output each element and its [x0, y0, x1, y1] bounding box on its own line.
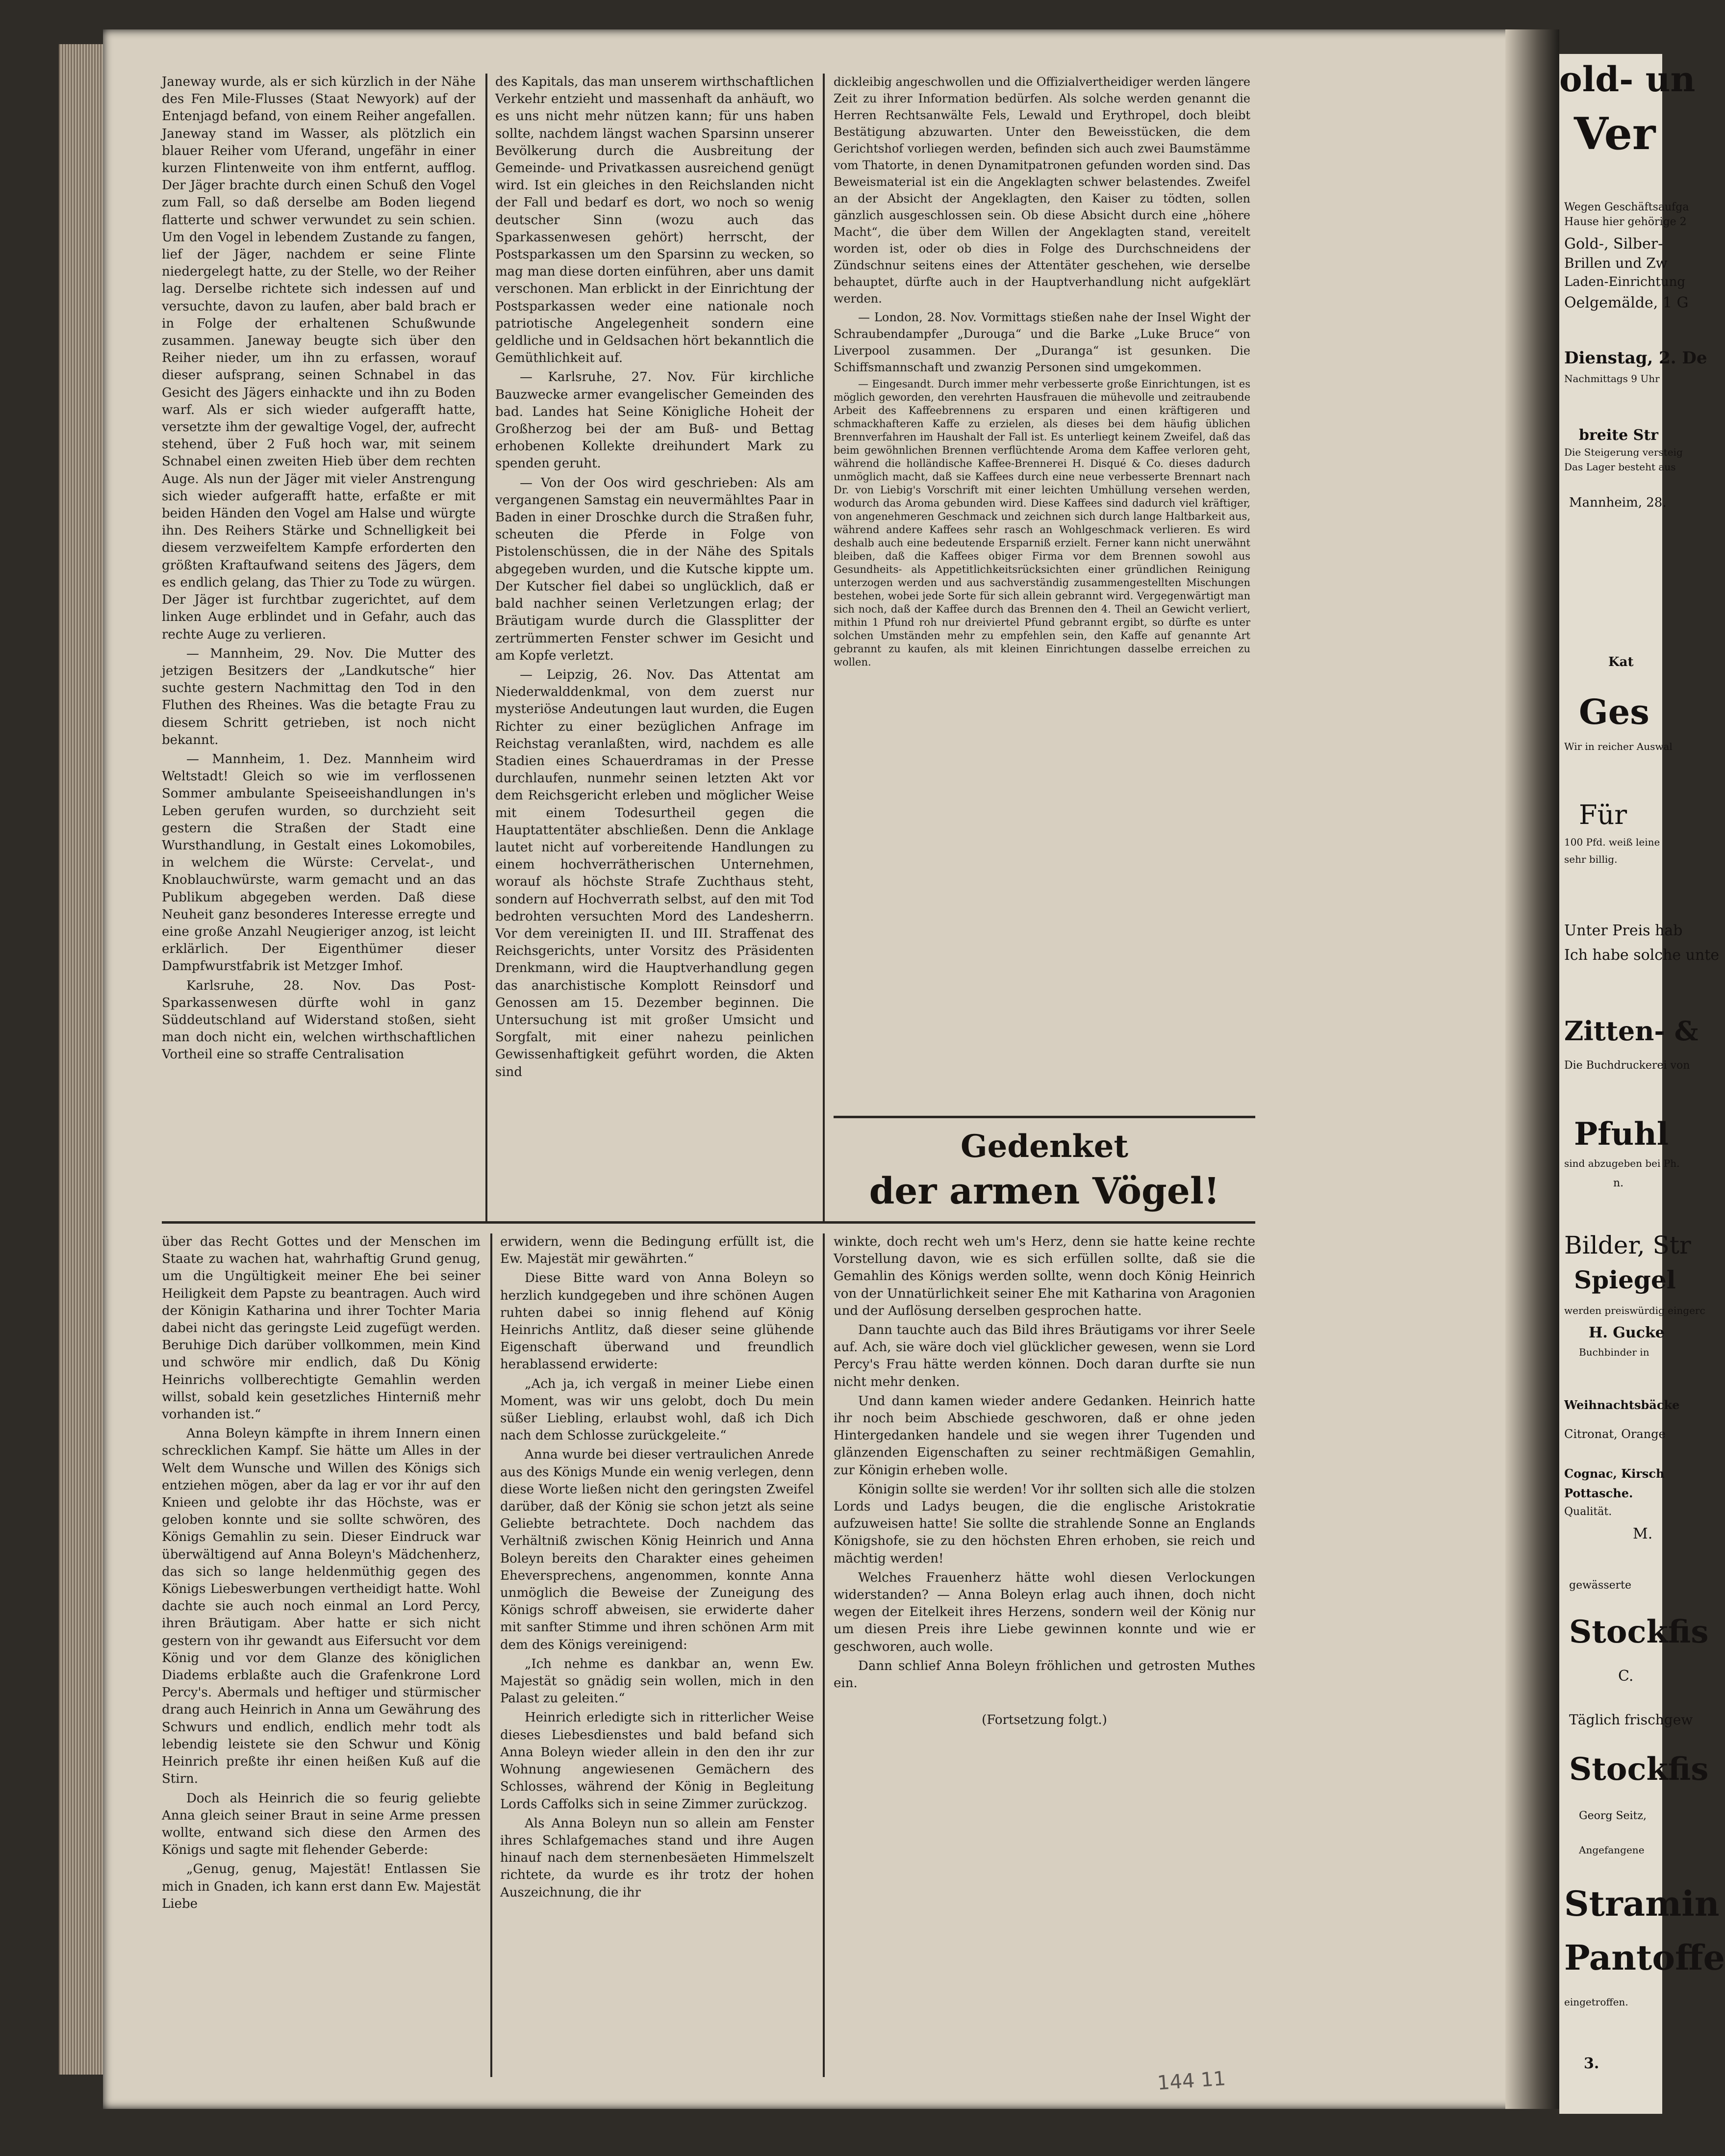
adjacent-page-text: Zitten- &	[1564, 1015, 1699, 1047]
adjacent-page-text: Citronat, Orange	[1564, 1427, 1666, 1441]
newspaper-page	[103, 29, 1554, 2109]
adjacent-page-text: Ver	[1574, 108, 1656, 160]
adjacent-page-text: C.	[1618, 1668, 1634, 1685]
adjacent-page-text: werden preiswürdig eingerc	[1564, 1305, 1705, 1316]
paragraph: Dann tauchte auch das Bild ihres Bräutigams vor ihrer Seele auf. Ach, sie wäre doch viel glücklicher gewesen, wenn sie Lord Percy's Frau hätte werden können. Doch daran durfte sie nun nicht mehr denken.	[834, 1323, 1255, 1389]
adjacent-page-text: Stockfis	[1569, 1751, 1709, 1788]
adjacent-page-text: eingetroffen.	[1564, 1996, 1628, 2008]
column-bottom-right	[834, 1233, 1255, 2077]
paragraph: Als Anna Boleyn nun so allein am Fenster ihres Schlafgemaches stand und ihre Augen hinauf nach dem sternenbesäeten Himmelszelt richtete, da wurde es ihr trotz der hohen Auszeichnung, die ihr	[500, 1816, 814, 1900]
adjacent-page-text: Wir in reicher Auswal	[1564, 741, 1673, 752]
adjacent-page-text: breite Str	[1579, 427, 1658, 444]
column-bottom-left	[162, 1233, 481, 2077]
adjacent-page-text: 3.	[1584, 2055, 1599, 2072]
paragraph: Anna Boleyn kämpfte in ihrem Innern einen schrecklichen Kampf. Sie hätte um Alles in der Welt dem Wunsche und Willen des Königs sich entziehen mögen, aber da lag er vor ihr auf den Knieen und gelobte ihr das Höchste, was er geloben konnte und sie sollte schwören, des Königs Gemahlin zu sein. Dieser Eindruck war überwältigend auf Anna Boleyn's Mädchenherz, das sich so lange heldenmüthig gegen des Königs Liebeswerbungen vertheidigt hatte. Wohl dachte sie auch noch einmal an Lord Percy, ihren Bräutigam. Aber hatte er sich nicht gestern von ihr gewandt aus Eifersucht vor dem König und vor dem Glanze des königlichen Diadems erblaßte auch die Grafenkrone Lord Percy's. Abermals und heftiger und stürmischer drang auch Heinrich in Anna um Gewährung des Schwurs und endlich, endlich mehr todt als lebendig leistete sie den Schwur und König Heinrich preßte ihr einen heißen Kuß auf die Stirn.	[162, 1426, 481, 1787]
adjacent-page-text: Pfuhl	[1574, 1116, 1669, 1153]
adjacent-page-text: Pantoffe	[1564, 1937, 1725, 1978]
section-divider	[162, 1221, 1255, 1224]
column-divider	[823, 74, 825, 1224]
adjacent-page-text: Hause hier gehörige 2	[1564, 216, 1687, 228]
ad-headline: Gedenket	[961, 1128, 1128, 1165]
paragraph: Anna wurde bei dieser vertraulichen Anrede aus des Königs Munde ein wenig verlegen, denn diese Worte ließen nicht den geringsten Zweifel darüber, daß der König sie schon jetzt als seine Geliebte betrachtete. Doch nachdem das Verhältniß zwischen König Heinrich und Anna Boleyn bereits den Charakter eines geheimen Eheversprechens, angenommen, konnte Anna unmöglich die Beweise der Zuneigung des Königs schroff abweisen, sie erwiderte daher mit sanfter Stimme und ihren schönen Arm mit dem des Königs vereinigend:	[500, 1447, 814, 1652]
paragraph: Und dann kamen wieder andere Gedanken. Heinrich hatte ihr noch beim Abschiede geschworen, daß er ohne jeden Hintergedanken handele und sie wegen ihrer Tugenden und glänzenden Eigenschaften zu seiner rechtmäßigen Gemahlin, zur Königin erheben wolle.	[834, 1393, 1255, 1478]
adjacent-page-text: Die Buchdruckerei von	[1564, 1059, 1690, 1072]
adjacent-page-text: Unter Preis hab	[1564, 922, 1683, 939]
paragraph: dickleibig angeschwollen und die Offizialvertheidiger werden längere Zeit zu ihrer Information bedürfen. Als solche werden genannt die Herren Rechtsanwälte Fels, Lewald und Erythropel, doch bleibt Bestätigung abzuwarten. Unter den Beweisstücken, die dem Gerichtshof vorliegen werden, befinden sich auch zwei Baumstämme vom Thatorte, in denen Dynamitpatronen gefunden worden sind. Das Beweismaterial ist ein die Angeklagten schwer belastendes. Zweifel an der Absicht der Angeklagten, den Kaiser zu tödten, sollen gänzlich ausgeschlossen sein. Ob diese Absicht durch eine „höhere Macht“, die über dem Willen der Angeklagten stand, vereitelt worden ist, oder ob dies in Folge des Durchschneidens der Zündschnur seitens eines der Attentäter geschehen, wie derselbe behauptet, dürfte auch in der Hauptverhandlung nicht aufgeklärt werden.	[834, 75, 1250, 306]
column-top-right	[834, 74, 1250, 1133]
paragraph: — Von der Oos wird geschrieben: Als am vergangenen Samstag ein neuvermähltes Paar in Baden in einer Droschke durch die Straßen fuhr, scheuten die Pferde in Folge von Pistolenschüssen, die in der Nähe des Spitals abgegeben wurden, und die Kutsche kippte um. Der Kutscher fiel dabei so unglücklich, daß er bald nachher seinen Verletzungen erlag; der Bräutigam wurde durch die Glassplitter der zertrümmerten Fenster schwer im Gesicht und am Kopfe verletzt.	[495, 475, 814, 663]
adjacent-page-text: 100 Pfd. weiß leine	[1564, 836, 1660, 848]
adjacent-page-text: Weihnachtsbäcke	[1564, 1398, 1680, 1412]
paragraph: erwidern, wenn die Bedingung erfüllt ist, die Ew. Majestät mir gewährten.“	[500, 1234, 814, 1267]
paragraph: Doch als Heinrich die so feurig geliebte Anna gleich seiner Braut in seine Arme pressen wollte, entwand sich diese den Armen des Königs und sagte mit flehender Geberde:	[162, 1791, 481, 1858]
adjacent-page-text: sind abzugeben bei Ph.	[1564, 1157, 1680, 1169]
adjacent-page-text: Stramin	[1564, 1883, 1720, 1924]
adjacent-page-text: Georg Seitz,	[1579, 1810, 1647, 1822]
adjacent-page-text: Ges	[1579, 692, 1649, 732]
book-page-edges	[59, 44, 105, 2075]
adjacent-page-text: Laden-Einrichtung	[1564, 275, 1685, 289]
paragraph: — London, 28. Nov. Vormittags stießen nahe der Insel Wight der Schraubendampfer „Durouga“ und die Barke „Luke Bruce“ von Liverpool zusammen. Der „Duranga“ ist gesunken. Die Schiffsmannschaft und zwanzig Personen sind umgekommen.	[834, 310, 1250, 374]
adjacent-page-text: Täglich frischgew	[1569, 1712, 1693, 1728]
adjacent-page-text: Pottasche.	[1564, 1486, 1633, 1500]
adjacent-page-text: Cognac, Kirsch	[1564, 1466, 1665, 1481]
column-top-middle	[495, 74, 814, 1209]
paragraph: winkte, doch recht weh um's Herz, denn sie hatte keine rechte Vorstellung davon, wie es sich erfüllen sollte, daß sie die Gemahlin des Königs werden sollte, wenn doch König Heinrich von der Unnatürlichkeit seiner Ehe mit Katharina von Aragonien und der Auflösung derselben gesprochen hatte.	[834, 1234, 1255, 1318]
paragraph: des Kapitals, das man unserem wirthschaftlichen Verkehr entzieht und massenhaft da anhäuft, wo es uns nicht mehr nützen kann; für uns haben sollte, nachdem längst wachen Sparsinn unserer Bevölkerung durch die Ausbreitung der Gemeinde- und Privatkassen ausreichend genügt wird. Ist ein gleiches in den Reichslanden nicht der Fall und bedarf es dort, wo noch so wenig deutscher Sinn (wozu auch das Sparkassenwesen gehört) herrscht, der Postsparkassen um den Sparsinn zu wecken, so mag man diese dorten einführen, aber uns damit verschonen. Man erblickt in der Einrichtung der Postsparkassen weder eine nationale noch patriotische Angelegenheit sondern eine geldliche und in Geldsachen hört bekanntlich die Gemüthlichkeit auf.	[495, 75, 814, 366]
paragraph: „Genug, genug, Majestät! Entlassen Sie mich in Gnaden, ich kann erst dann Ew. Majestät Liebe	[162, 1862, 481, 1911]
paragraph: Welches Frauenherz hätte wohl diesen Verlockungen widerstanden? — Anna Boleyn erlag auch ihnen, doch nicht wegen der Eitelkeit ihres Herzens, sondern weil der König nur um diesen Preis ihre Liebe gewinnen konnte und wie er geschworen, auch wolle.	[834, 1570, 1255, 1654]
pencil-page-number: 144 11	[1156, 2067, 1227, 2095]
paragraph: — Karlsruhe, 27. Nov. Für kirchliche Bauzwecke armer evangelischer Gemeinden des bad. Landes hat Seine Königliche Hoheit der Großherzog bei der am Buß- und Bettag erhobenen Kollekte dreihundert Mark zu spenden geruht.	[495, 370, 814, 471]
paragraph: „Ach ja, ich vergaß in meiner Liebe einen Moment, was wir uns gelobt, doch Du mein süßer Liebling, erlaubst wohl, daß ich Dich nach dem Schlosse zurückgeleite.“	[500, 1376, 814, 1443]
adjacent-page-text: M.	[1633, 1525, 1653, 1542]
paragraph: Heinrich erledigte sich in ritterlicher Weise dieses Liebesdienstes und bald befand sich Anna Boleyn wieder allein in den den ihr zur Wohnung angewiesenen Gemächern des Schlosses, während der König in Begleitung Lords Caffolks sich in seine Zimmer zurückzog.	[500, 1710, 814, 1812]
column-divider	[485, 74, 487, 1224]
column-divider	[490, 1233, 492, 2077]
adjacent-page-text: gewässerte	[1569, 1579, 1632, 1591]
adjacent-page-text: Qualität.	[1564, 1506, 1612, 1518]
column-divider	[823, 1233, 825, 2077]
paragraph: „Ich nehme es dankbar an, wenn Ew. Majestät so gnädig sein wollen, mich in den Palast zu geleiten.“	[500, 1656, 814, 1706]
adjacent-page-fragment	[1559, 54, 1725, 2114]
adjacent-page-text: Buchbinder in	[1579, 1346, 1649, 1358]
paragraph: — Mannheim, 29. Nov. Die Mutter des jetzigen Besitzers der „Landkutsche“ hier suchte gestern Nachmittag den Tod in den Fluthen des Rheines. Was die betagte Frau zu diesem Schritt getrieben, ist noch nicht bekannt.	[162, 646, 476, 747]
paragraph: Dann schlief Anna Boleyn fröhlichen und getrosten Muthes ein.	[834, 1658, 1255, 1691]
paragraph: Karlsruhe, 28. Nov. Das Post-Sparkassenwesen dürfte wohl in ganz Süddeutschland auf Widerstand stoßen, sieht man doch nicht ein, welchen wirthschaftlichen Vortheil eine so straffe Centralisation	[162, 978, 476, 1062]
adjacent-page-text: Für	[1579, 799, 1627, 830]
paragraph: Janeway wurde, als er sich kürzlich in der Nähe des Fen Mile-Flusses (Staat Newyork) auf der Entenjagd befand, von einem Reiher angefallen. Janeway stand im Wasser, als plötzlich ein blauer Reiher vom Uferand, ungefähr in einer kurzen Flintenweite von ihm entfernt, aufflog. Der Jäger brachte durch einen Schuß den Vogel zum Fall, so daß derselbe am Boden liegend flatterte und schwer verwundet zu sein schien. Um den Vogel in lebendem Zustande zu fangen, lief der Jäger, nachdem er seine Flinte niedergelegt hatte, zu der Stelle, wo der Reiher lag. Derselbe richtete sich indessen auf und versuchte, davon zu laufen, aber bald brach er in Folge der erhaltenen Schußwunde zusammen. Janeway beugte sich über den Reiher nieder, um ihn zu erfassen, worauf dieser aufsprang, seinen Schnabel in das Gesicht des Jägers einhackte und ihn zu Boden warf. Als er sich wieder aufgerafft hatte, versetzte ihm der gewaltige Vogel, der, aufrecht stehend, über 2 Fuß hoch war, mit seinem Schnabel einen zweiten Hieb über dem rechten Auge. Als nun der Jäger mit vieler Anstrengung sich wieder aufgerafft hatte, erfaßte er mit beiden Händen den Vogel am Halse und würgte ihn. Des Reihers Stärke und Schnelligkeit bei diesem verzweifeltem Kampfe erforderten den größten Kraftaufwand seitens des Jägers, dem es endlich gelang, das Thier zu Tode zu würgen. Der Jäger ist furchtbar zugerichtet, auf dem linken Auge erblindet und in Gefahr, auch das rechte Auge zu verlieren.	[162, 75, 476, 642]
continuation-note: (Fortsetzung folgt.)	[982, 1713, 1107, 1728]
adjacent-page-text: Die Steigerung versteig	[1564, 446, 1683, 458]
adjacent-page-text: sehr billig.	[1564, 853, 1618, 865]
paragraph: — Eingesandt. Durch immer mehr verbesserte große Einrichtungen, ist es möglich geworden, den verehrten Hausfrauen die mühevolle und zeitraubende Arbeit des Kaffeebrennens zu ersparen und einen kräftigeren und schmackhafteren Kaffe zu erzielen, als dieses bei dem häufig üblichen Brennverfahren im Haushalt der Fall ist. Es unterliegt keinem Zweifel, daß das beim gewöhnlichen Brennen verflüchtende Aroma dem Kaffee verloren geht, während die holländische Kaffee-Brennerei H. Disqué & Co. dieses dadurch unmöglich macht, daß sie Kaffees durch eine neue verbesserte Brennart nach Dr. von Liebig's Vorschrift mit einer leichten Umhüllung versehen werden, wodurch das Aroma gebunden wird. Diese Kaffees sind dadurch viel kräftiger, von angenehmeren Geschmack und zeichnen sich durch lange Haltbarkeit aus, während andere Kaffees sehr rasch an Wohlgeschmack verlieren. Es wird deshalb auch eine bedeutende Ersparniß erzielt. Ferner kann nicht unerwähnt bleiben, daß die Kaffees obiger Firma vor dem Brennen sowohl aus Gesundheits- als Appetitlichkeitsrücksichten einer gründlichen Reinigung unterzogen werden und aus sachverständig zusammengestellten Mischungen bestehen, wobei jede Sorte für sich allein gebrannt wird. Vergegenwärtigt man sich noch, daß der Kaffee durch das Brennen den 4. Theil an Gewicht verliert, mithin 1 Pfund roh nur dreiviertel Pfund gebrannt ergibt, so dürfte es unter solchen Umständen mehr zu empfehlen sein, den Kaffe auf genannte Art gebrannt zu kaufen, als mit kleinen Einrichtungen dasselbe erreichen zu wollen.	[834, 378, 1250, 668]
ad-subline: der armen Vögel!	[869, 1170, 1220, 1212]
adjacent-page-text: Nachmittags 9 Uhr	[1564, 373, 1660, 385]
adjacent-page-text: old- un	[1559, 59, 1696, 100]
adjacent-page-text: Gold-, Silber-	[1564, 235, 1663, 253]
paragraph: Königin sollte sie werden! Vor ihr sollten sich alle die stolzen Lords und Ladys beugen, die die englische Aristokratie aufzuweisen hatte! Sie sollte die strahlende Sonne an Englands Königshofe, sie zu den höchsten Ehren erhoben, sie reich und mächtig werden!	[834, 1482, 1255, 1566]
adjacent-page-text: Dienstag, 2. De	[1564, 348, 1707, 368]
paragraph: über das Recht Gottes und der Menschen im Staate zu wachen hat, wahrhaftig Grund genug, um die Ungültigkeit meiner Ehe bei seiner Heiligkeit dem Papste zu beantragen. Auch wird der Königin Katharina und ihrer Tochter Maria dabei nicht das geringste Leid zugefügt werden. Beruhige Dich darüber vollkommen, mein Kind und schwöre mir endlich, daß Du König Heinrichs vollberechtigte Gemahlin werden willst, sobald kein gesetzliches Hinterniß mehr vorhanden ist.“	[162, 1234, 481, 1422]
paragraph: — Leipzig, 26. Nov. Das Attentat am Niederwalddenkmal, von dem zuerst nur mysteriöse Andeutungen laut wurden, die Eugen Richter zu einer bezüglichen Anfrage im Reichstag veranlaßten, wird, nachdem es alle Stadien eines Schauerdramas in der Presse durchlaufen, nunmehr seinen letzten Akt vor dem Reichsgericht erleben und möglicher Weise mit einem Todesurtheil gegen die Hauptattentäter abschließen. Denn die Anklage lautet nicht auf vorbereitende Handlungen zu einem hochverrätherischen Unternehmen, worauf als höchste Strafe Zuchthaus steht, sondern auf Hochverrath selbst, auf den mit Tod bedrohten versuchten Mord des Landesherrn. Vor dem vereinigten II. und III. Straffenat des Reichsgerichts, unter Vorsitz des Präsidenten Drenkmann, wird die Hauptverhandlung gegen das anarchistische Komplott Reinsdorf und Genossen am 15. Dezember beginnen. Die Untersuchung ist mit großer Umsicht und Sorgfalt, mit einer nahezu peinlichen Gewissenhaftigkeit geführt worden, die Akten sind	[495, 667, 814, 1079]
adjacent-page-text: Brillen und Zw	[1564, 255, 1668, 271]
adjacent-page-text: Oelgemälde, 1 G	[1564, 294, 1689, 311]
column-top-left	[162, 74, 476, 1209]
adjacent-page-text: Angefangene	[1579, 1844, 1645, 1856]
book-gutter	[1505, 29, 1559, 2109]
adjacent-page-text: Das Lager besteht aus	[1564, 461, 1676, 473]
paragraph: — Mannheim, 1. Dez. Mannheim wird Weltstadt! Gleich so wie im verflossenen Sommer ambulante Speiseeishandlungen in's Leben gerufen wurden, so durchzieht seit gestern die Straßen der Stadt eine Wursthandlung, in Gestalt eines Lokomobiles, in welchem die Würste: Cervelat-, und Knoblauchwürste, warm gemacht und an das Publikum abgegeben werden. Daß diese Neuheit ganz besonderes Interesse erregte und eine große Anzahl Neugieriger anzog, ist leicht erklärlich. Der Eigenthümer dieser Dampfwurstfabrik ist Metzger Imhof.	[162, 751, 476, 974]
adjacent-page-text: n.	[1613, 1177, 1624, 1189]
adjacent-page-text: Spiegel	[1574, 1265, 1676, 1294]
adjacent-page-text: Bilder, Str	[1564, 1231, 1691, 1259]
adjacent-page-text: H. Gucke	[1589, 1324, 1665, 1341]
adjacent-page-text: Kat	[1608, 655, 1634, 669]
column-bottom-middle	[500, 1233, 814, 2077]
paragraph: Diese Bitte ward von Anna Boleyn so herzlich kundgegeben und ihre schönen Augen ruhten dabei so innig flehend auf König Heinrichs Antlitz, daß dieser seine glühende Eigenschaft überwand und freundlich herablassend erwiderte:	[500, 1271, 814, 1372]
adjacent-page-text: Ich habe solche unte	[1564, 947, 1720, 964]
adjacent-page-text: Wegen Geschäftsaufga	[1564, 201, 1689, 213]
adjacent-page-text: Mannheim, 28.	[1569, 495, 1667, 510]
adjacent-page-text: Stockfis	[1569, 1614, 1709, 1650]
ad-top-rule	[834, 1116, 1255, 1118]
